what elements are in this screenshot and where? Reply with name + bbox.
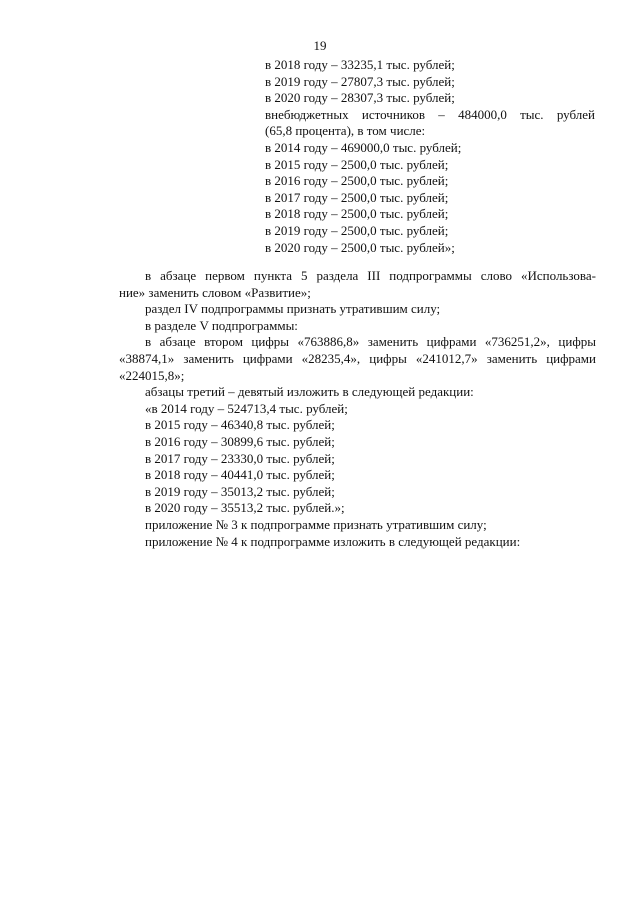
extrabudget-line: в 2016 году – 2500,0 тыс. рублей; xyxy=(265,173,449,189)
paragraph-line: в абзаце втором цифры «763886,8» заменить цифрами «736251,2», цифры xyxy=(145,334,596,350)
extrabudget-line: в 2020 году – 2500,0 тыс. рублей»; xyxy=(265,239,455,255)
extrabudget-line: в 2015 году – 2500,0 тыс. рублей; xyxy=(265,156,449,172)
extrabudget-line: в 2014 году – 469000,0 тыс. рублей; xyxy=(265,139,462,155)
year-line: «в 2014 году – 524713,4 тыс. рублей; xyxy=(145,400,348,416)
year-line: в 2018 году – 40441,0 тыс. рублей; xyxy=(145,467,335,483)
paragraph-section-5: в разделе V подпрограммы: xyxy=(145,317,298,333)
funding-line: в 2020 году – 28307,3 тыс. рублей; xyxy=(265,90,455,106)
year-line: в 2016 году – 30899,6 тыс. рублей; xyxy=(145,433,335,449)
year-line: в 2019 году – 35013,2 тыс. рублей; xyxy=(145,483,335,499)
page-number: 19 xyxy=(313,38,327,53)
paragraph-line: «38874,1» заменить цифрами «28235,4», цифры «241012,7» заменить цифрами xyxy=(119,350,596,366)
funding-line: в 2018 году – 33235,1 тыс. рублей; xyxy=(265,57,455,72)
paragraph-line: «224015,8»; xyxy=(119,367,185,383)
extrabudget-heading: внебюджетных источников – 484000,0 тыс. рублей xyxy=(265,106,595,122)
extrabudget-heading-cont: (65,8 процента), в том числе: xyxy=(265,123,426,139)
paragraph-section-3 xyxy=(119,268,596,301)
year-line: в 2017 году – 23330,0 тыс. рублей; xyxy=(145,450,335,466)
extrabudget-line: в 2018 году – 2500,0 тыс. рублей; xyxy=(265,206,449,222)
paragraph-section-4: раздел IV подпрограммы признать утратившим силу; xyxy=(145,301,441,317)
paragraph-figures xyxy=(119,334,596,384)
paragraph-appendix-3: приложение № 3 к подпрограмме признать утратившим силу; xyxy=(145,516,487,532)
paragraph-line: в абзаце первом пункта 5 раздела III подпрограммы слово «Использова- xyxy=(145,268,596,283)
paragraph-new-wording: абзацы третий – девятый изложить в следующей редакции: xyxy=(145,384,474,400)
amendments-block xyxy=(119,268,596,550)
funding-line: в 2019 году – 27807,3 тыс. рублей; xyxy=(265,73,455,89)
paragraph-line: ние» заменить словом «Развитие»; xyxy=(119,284,311,300)
extrabudget-line: в 2017 году – 2500,0 тыс. рублей; xyxy=(265,189,449,205)
funding-block xyxy=(265,57,595,256)
paragraph-appendix-4: приложение № 4 к подпрограмме изложить в следующей редакции: xyxy=(145,533,521,549)
extrabudget-line: в 2019 году – 2500,0 тыс. рублей; xyxy=(265,222,449,238)
year-line: в 2015 году – 46340,8 тыс. рублей; xyxy=(145,417,335,433)
year-line: в 2020 году – 35513,2 тыс. рублей.»; xyxy=(145,500,345,516)
